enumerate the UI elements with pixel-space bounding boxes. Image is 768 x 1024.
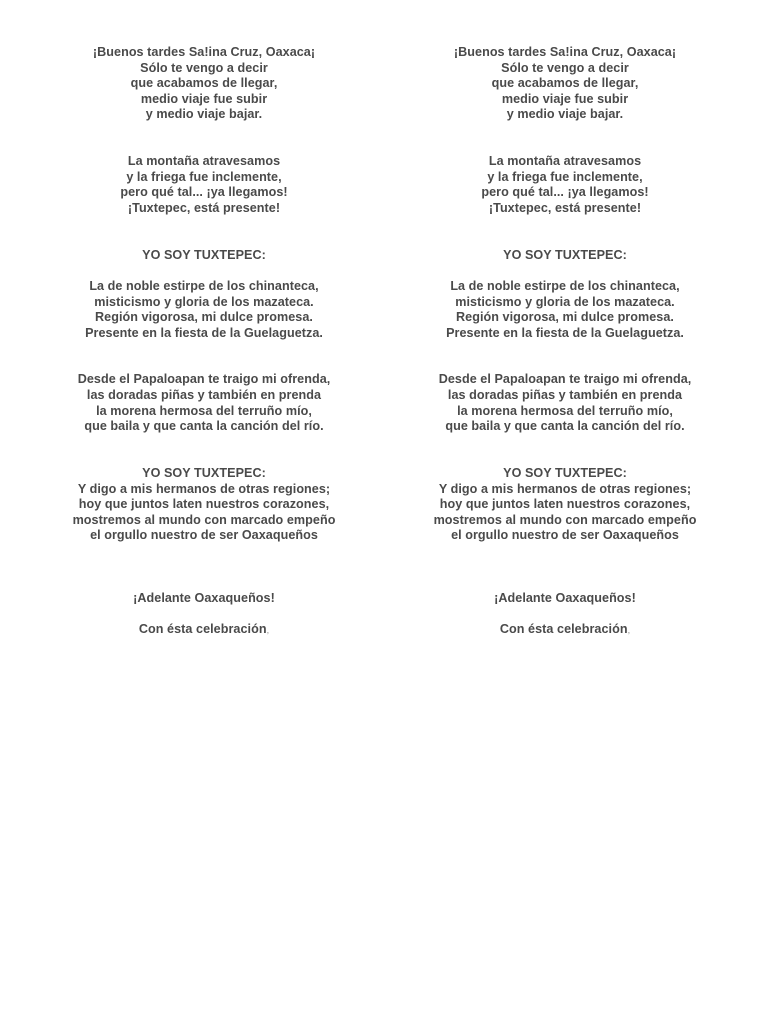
poem-line: Región vigorosa, mi dulce promesa. [456, 310, 674, 325]
stanza-spacer [395, 435, 735, 466]
stanza-spacer [34, 435, 374, 466]
poem-line: La montaña atravesamos [127, 154, 281, 169]
poem-line: ¡Buenos tardes Sa!ina Cruz, Oaxaca¡ [92, 45, 316, 59]
stanza-spacer [395, 341, 735, 372]
poem-line: medio viaje fue subir [501, 91, 629, 106]
poem-line: hoy que juntos laten nuestros corazones, [78, 497, 330, 512]
poem-line: que acabamos de llegar, [130, 76, 278, 91]
poem-line: hoy que juntos laten nuestros corazones, [439, 497, 691, 512]
poem-line: Desde el Papaloapan te traigo mi ofrenda, [77, 372, 331, 387]
stanza-spacer [34, 341, 374, 372]
poem-line: el orgullo nuestro de ser Oaxaqueños [90, 528, 318, 543]
section-heading: YO SOY TUXTEPEC: [503, 466, 627, 481]
poem-line: Y digo a mis hermanos de otras regiones; [438, 481, 692, 496]
section-heading: YO SOY TUXTEPEC: [142, 466, 266, 481]
stanza-spacer [395, 263, 735, 279]
closing-text: Con ésta celebración [499, 621, 628, 636]
poem-line: misticismo y gloria de los mazateca. [94, 294, 314, 309]
closing-mark: , [266, 624, 270, 635]
stanza-spacer [34, 263, 374, 279]
poem-line: La montaña atravesamos [488, 154, 642, 169]
poem-column-right [395, 45, 735, 638]
stanza-spacer [395, 217, 735, 248]
poem-line: mostremos al mundo con marcado empeño [72, 512, 336, 527]
section-heading: YO SOY TUXTEPEC: [142, 247, 266, 262]
poem-line: La de noble estirpe de los chinanteca, [89, 278, 319, 293]
poem-line: y medio viaje bajar. [145, 107, 263, 122]
stanza-spacer [34, 575, 374, 591]
poem-line: y la friega fue inclemente, [126, 169, 282, 184]
poem-line: Y digo a mis hermanos de otras regiones; [77, 481, 331, 496]
closing-mark: , [627, 624, 631, 635]
poem-line: ¡Tuxtepec, está presente! [127, 200, 281, 215]
poem-line: mostremos al mundo con marcado empeño [433, 512, 697, 527]
poem-line: las doradas piñas y también en prenda [86, 388, 322, 403]
poem-line: misticismo y gloria de los mazateca. [455, 294, 675, 309]
stanza-spacer [395, 575, 735, 591]
stanza-spacer [395, 606, 735, 622]
poem-line: Presente en la fiesta de la Guelaguetza. [446, 325, 684, 340]
poem-line: Presente en la fiesta de la Guelaguetza. [85, 325, 323, 340]
poem-line: y la friega fue inclemente, [487, 169, 643, 184]
poem-line: pero qué tal... ¡ya llegamos! [481, 185, 649, 200]
poem-line: Desde el Papaloapan te traigo mi ofrenda, [438, 372, 692, 387]
poem-line: que baila y que canta la canción del río. [445, 419, 685, 434]
poem-line: ¡Buenos tardes Sa!ina Cruz, Oaxaca¡ [453, 45, 677, 59]
closing-text: Con ésta celebración [138, 621, 267, 636]
poem-line: pero qué tal... ¡ya llegamos! [120, 185, 288, 200]
poem-line: La de noble estirpe de los chinanteca, [450, 278, 680, 293]
poem-line: Sólo te vengo a decir [140, 60, 268, 75]
stanza-spacer [34, 606, 374, 622]
stanza-spacer [34, 544, 374, 575]
poem-line: y medio viaje bajar. [506, 107, 624, 122]
poem-line: medio viaje fue subir [140, 91, 268, 106]
poem-line: que acabamos de llegar, [491, 76, 639, 91]
poem-line: ¡Tuxtepec, está presente! [488, 200, 642, 215]
closing-line: ¡Adelante Oaxaqueños! [133, 590, 275, 605]
stanza-spacer [34, 123, 374, 154]
poem-line: la morena hermosa del terruño mío, [457, 403, 673, 418]
poem-line: el orgullo nuestro de ser Oaxaqueños [451, 528, 679, 543]
stanza-spacer [34, 217, 374, 248]
stanza-spacer [395, 544, 735, 575]
poem-column-left [34, 45, 374, 638]
poem-line: Sólo te vengo a decir [501, 60, 629, 75]
closing-line [395, 622, 735, 638]
closing-line [34, 622, 374, 638]
closing-line: ¡Adelante Oaxaqueños! [494, 590, 636, 605]
poem-line: la morena hermosa del terruño mío, [96, 403, 312, 418]
section-heading: YO SOY TUXTEPEC: [503, 247, 627, 262]
stanza-spacer [395, 123, 735, 154]
poem-line: las doradas piñas y también en prenda [447, 388, 683, 403]
poem-line: que baila y que canta la canción del río. [84, 419, 324, 434]
poem-line: Región vigorosa, mi dulce promesa. [95, 310, 313, 325]
